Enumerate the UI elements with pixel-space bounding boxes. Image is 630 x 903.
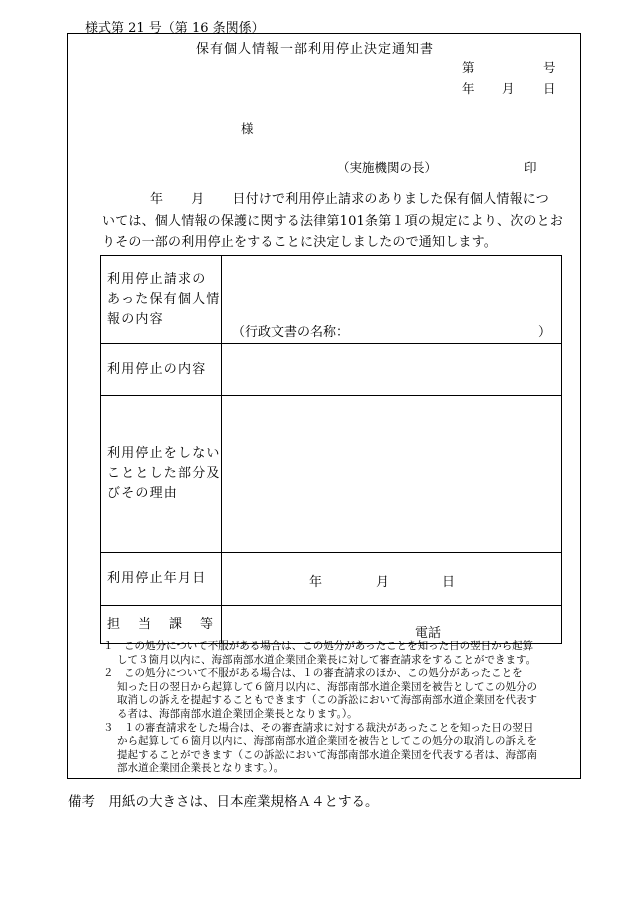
label-line: 利用停止請求の bbox=[107, 271, 207, 287]
note-2-line-2: 知った日の翌日から起算して６箇月以内に、海部南部水道企業団を被告としてこの処分の bbox=[117, 680, 537, 693]
body-line-3: りその一部の利用停止をすることに決定しましたので通知します。 bbox=[102, 235, 497, 250]
date-year: 年 bbox=[462, 81, 475, 96]
doc-number-prefix: 第 bbox=[462, 60, 475, 75]
document-name-close: ） bbox=[537, 325, 551, 340]
remark-paper-size: 備考 用紙の大きさは、日本産業規格Ａ４とする。 bbox=[68, 794, 379, 810]
label-line: 報の内容 bbox=[107, 311, 164, 327]
requested-info-field[interactable] bbox=[222, 256, 562, 344]
row-label-suspension-date: 利用停止年月日 bbox=[101, 553, 222, 606]
row-label-contact-section bbox=[101, 606, 222, 644]
note-3-line-4: 部水道企業団企業長となります。）。 bbox=[117, 762, 285, 775]
label-spread bbox=[107, 615, 221, 635]
label-line: びその理由 bbox=[107, 486, 179, 501]
seal-mark: 印 bbox=[524, 160, 537, 175]
label-line: こととした部分及 bbox=[107, 466, 221, 481]
details-table bbox=[100, 255, 562, 644]
row-label-requested-info bbox=[101, 256, 222, 344]
note-3-line-2: から起算して６箇月以内に、海部南部水道企業団を被告としてこの処分の取消しの訴えを bbox=[117, 735, 537, 748]
suspension-month: 月 bbox=[376, 575, 390, 590]
body-line-1-rest: 日付けで利用停止請求のありました保有個人情報につ bbox=[232, 192, 549, 207]
table-row bbox=[101, 344, 562, 396]
issuer-title: （実施機関の長） bbox=[337, 160, 438, 175]
document-name-line bbox=[232, 321, 551, 340]
form-number: 様式第 21 号（第 16 条関係） bbox=[85, 21, 265, 36]
table-row bbox=[101, 256, 562, 344]
row-label-not-suspended-reason bbox=[101, 396, 222, 553]
date-day: 日 bbox=[543, 81, 556, 96]
phone-label: 電話 bbox=[415, 626, 442, 641]
note-1-line-1: １ この処分について不服がある場合は、この処分があったことを知った日の翌日から起算 bbox=[103, 640, 534, 652]
body-year: 年 bbox=[150, 192, 164, 207]
suspension-day: 日 bbox=[442, 575, 456, 590]
notice-body bbox=[102, 189, 562, 254]
label-char: 課 bbox=[168, 616, 182, 632]
note-2-line-4: る者は、海部南部水道企業団企業長となります。）。 bbox=[117, 707, 358, 720]
recipient-honorific: 様 bbox=[241, 121, 254, 136]
table-row bbox=[101, 553, 562, 606]
date-month: 月 bbox=[502, 81, 515, 96]
table-row bbox=[101, 606, 562, 644]
body-line-1 bbox=[102, 189, 562, 211]
label-line: あった保有個人情 bbox=[107, 291, 221, 307]
body-month: 月 bbox=[191, 192, 205, 207]
label-char: 当 bbox=[137, 616, 151, 632]
suspension-date-field[interactable] bbox=[222, 553, 562, 606]
label-char: 担 bbox=[107, 616, 121, 632]
document-title: 保有個人情報一部利用停止決定通知書 bbox=[195, 42, 434, 57]
body-line-2: いては、個人情報の保護に関する法律第101条第１項の規定により、次のとお bbox=[102, 213, 564, 229]
not-suspended-reason-field[interactable] bbox=[222, 396, 562, 553]
table-row bbox=[101, 396, 562, 553]
note-2-line-1: ２ この処分について不服がある場合は、１の審査請求のほか、この処分があったことを bbox=[103, 667, 523, 680]
note-3-line-3: 提起することができます（この訴訟において海部南部水道企業団を代表する者は、海部南 bbox=[117, 748, 537, 761]
row-label-suspension-content: 利用停止の内容 bbox=[101, 344, 222, 396]
note-2-line-3: 取消しの訴えを提起することもできます（この訴訟において海部南部水道企業団を代表す bbox=[117, 694, 537, 707]
notes-section bbox=[103, 640, 565, 776]
note-1-line-2: して３箇月以内に、海部南部水道企業団企業長に対して審査請求をすることができます。 bbox=[117, 653, 537, 666]
note-3-line-1: ３ １の審査請求をした場合は、その審査請求に対する裁決があったことを知った日の翌日 bbox=[103, 721, 534, 734]
label-line: 利用停止をしない bbox=[107, 446, 221, 461]
doc-number-suffix: 号 bbox=[543, 60, 556, 75]
contact-section-field[interactable] bbox=[222, 606, 562, 644]
label-char: 等 bbox=[199, 616, 213, 632]
suspension-content-field[interactable] bbox=[222, 344, 562, 396]
suspension-year: 年 bbox=[309, 575, 323, 590]
document-name-open: （行政文書の名称： bbox=[232, 325, 350, 340]
